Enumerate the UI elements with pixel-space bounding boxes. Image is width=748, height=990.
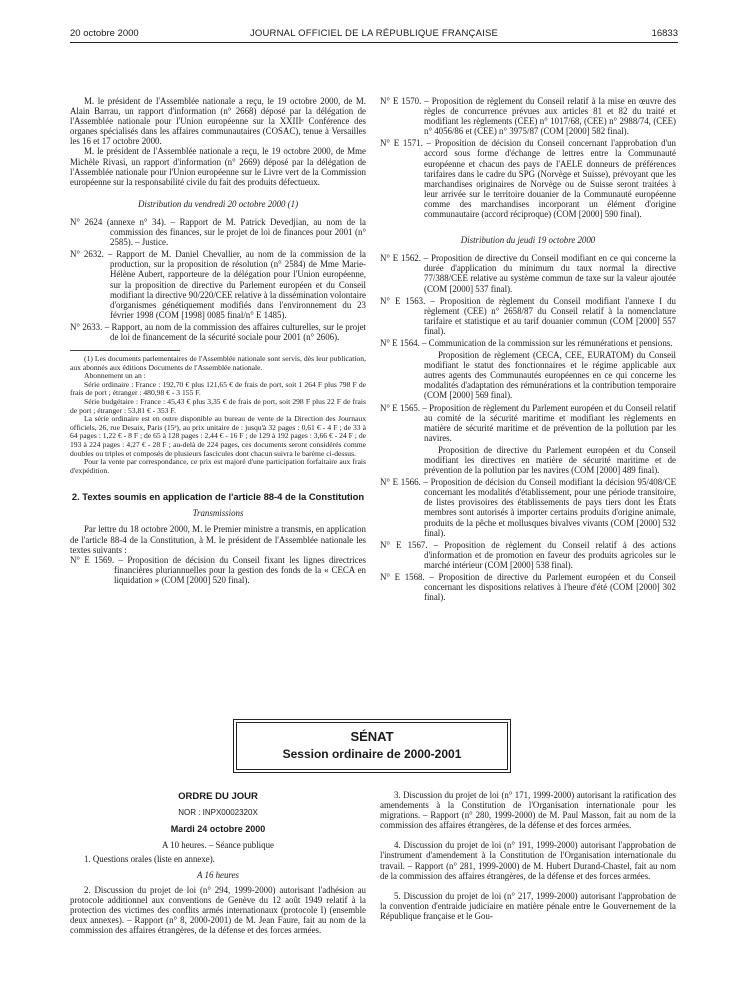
document-item: N° E 1570. – Proposition de règlement du Conseil relatif à la mise en œuvre des règles de concurrence prévues aux articles 81 et 82 du traité et modifiant les règlements (CEE) n° 1017/68, (CEE) n° 2988/74, (CEE) n° 4056/86 et (CEE) n° 3975/87 (COM [2000] 582 final). [380, 96, 676, 137]
ordre-du-jour-title: ORDRE DU JOUR [178, 791, 258, 802]
document-item-continuation: Proposition de directive du Parlement européen et du Conseil modifiant les directives en matière de sécurité maritime et de prévention de la pollution par les navires (COM [2000] 489 final). [424, 444, 676, 476]
ordre-du-jour-right [380, 790, 676, 931]
footnote-text: Série ordinaire : France : 192,70 € plus 121,65 € de frais de port, soit 1 264 F plus 798 F de frais de port ; étranger : 480,98 € - 3 155 F. [70, 379, 366, 398]
session-date: Mardi 24 octobre 2000 [170, 824, 266, 835]
document-item: N° E 1567. – Proposition de règlement du Conseil relatif à des actions d'information et de promotion en faveur des produits agricoles sur le marché intérieur (COM [2000] 538 final). [380, 539, 676, 570]
senat-title-box [236, 722, 508, 770]
document-item: N° E 1568. – Proposition de directive du Parlement européen et du Conseil concernant les dispositions relatives à l'heure d'été (COM [2000] 302 final). [380, 572, 676, 603]
footnote-text: La série ordinaire est en outre disponible au bureau de vente de la Direction des Journaux officiels, 26, rue Desaix, Paris (15ᵉ), au prix unitaire de : jusqu'à 32 pages : 0,61 € - 4 F ; de 33 à 64 pages : 1,22 € - 8 F ; de 65 à 128 pages : 2,44 € - 16 F ; de 129 à 192 pages : 3,66 € - 24 F ; de 193 à 224 pages : 4,27 € - 28 F ; au-delà de 224 pages, ces documents seront considérés comme doubles ou triples et composés de plusieurs fascicules dont chacun suivra le barème ci-dessus. [70, 414, 366, 458]
paragraph: M. le président de l'Assemblée nationale a reçu, le 19 octobre 2000, de Mme Michèle Rivasi, un rapport d'information (n° 2669) déposé par la délégation de l'Assemblée nationale pour l'Union européenne sur le Livre vert de la Commission européenne sur la responsabilité civile du fait des produits défectueux. [70, 146, 366, 187]
page-header [70, 28, 678, 42]
agenda-item: 1. Questions orales (liste en annexe). [84, 854, 215, 865]
header-page-number: 16833 [651, 28, 678, 39]
document-item: N° E 1569. – Proposition de décision du Conseil fixant les lignes directrices financières pluriannuelles pour la gestion des fonds de la « CECA en liquidation » (COM [2000] 520 final). [70, 554, 366, 585]
header-journal-title: JOURNAL OFFICIEL DE LA RÉPUBLIQUE FRANÇAISE [249, 28, 499, 39]
agenda-item: 4. Discussion du projet de loi (n° 191, 1999-2000) autorisant l'approbation de l'instrument d'amendement à la Constitution de l'Organisation internationale du travail. – Rapport (n° 281, 1999-2000) de M. Hubert Durand-Chastel, fait au nom de la commission des affaires étrangères, de la défense et des forces armées. [380, 840, 676, 881]
agenda-item: 5. Discussion du projet de loi (n° 217, 1999-2000) autorisant l'approbation de la convention d'entraide judiciaire en matière pénale entre le Gouvernement de la République française et le Gou- [380, 890, 676, 921]
document-item: N° E 1565. – Proposition de règlement du Parlement européen et du Conseil relatif au comité de la sécurité maritime et modifiant les règlements en matière de sécurité maritime et de prévention de la pollution par les navires. [380, 402, 676, 443]
document-item: N° 2632. – Rapport de M. Daniel Chevallier, au nom de la commission de la production, sur la proposition de résolution (n° 2584) de Mme Marie-Hélène Aubert, rapporteure de la délégation pour l'Union européenne, sur la proposition de directive du Parlement européen et du Conseil modifiant la directive 90/220/CEE relative à la dissémination volontaire d'organismes génétiquement modifiés dans l'environnement du 23 février 1998 (COM [1998] 0085 final/n° E 1485). [70, 249, 366, 320]
paragraph: Par lettre du 18 octobre 2000, M. le Premier ministre a transmis, en application de l'article 88-4 de la Constitution, à M. le président de l'Assemblée nationale les textes suivants : [70, 524, 366, 555]
distribution-heading: Distribution du jeudi 19 octobre 2000 [460, 235, 596, 246]
footnote-rule [70, 350, 180, 351]
agenda-item: 3. Discussion du projet de loi (n° 171, 1999-2000) autorisant la ratification des amendements à la Constitution de l'Organisation internationale pour les migrations. – Rapport (n° 280, 1999-2000) de M. Paul Masson, fait au nom de la commission des affaires étrangères, de la défense et des forces armées. [380, 790, 676, 831]
nor-reference: NOR : INPX0002320X [178, 808, 258, 818]
section-subheading: Transmissions [192, 508, 244, 519]
document-item: N° 2633. – Rapport, au nom de la commission des affaires culturelles, sur le projet de loi de financement de la sécurité sociale pour 2001 (n° 2606). [70, 321, 366, 342]
document-item: N° E 1562. – Proposition de directive du Conseil modifiant en ce qui concerne la durée d'application du minimum du taux normal la directive 77/388/CEE relative au système commun de taxe sur la valeur ajoutée (COM [2000] 537 final). [380, 253, 676, 294]
header-rule [70, 42, 678, 43]
session-time: A 10 heures. – Séance publique [162, 840, 274, 851]
footnote-text: (1) Les documents parlementaires de l'Assemblée nationale sont servis, dès leur publication, aux abonnés aux éditions Documents de l'Assemblée nationale. [70, 354, 366, 372]
header-date: 20 octobre 2000 [70, 28, 139, 39]
document-item-continuation: Proposition de règlement (CECA, CEE, EURATOM) du Conseil modifiant le statut des fonctionnaires et le régime applicable aux autres agents des Communautés européennes en ce qui concerne les modalités d'adaptation des rémunérations et la contribution temporaire (COM [2000] 569 final). [424, 350, 676, 401]
left-column [70, 96, 366, 587]
paragraph: M. le président de l'Assemblée nationale a reçu, le 19 octobre 2000, de M. Alain Barrau, un rapport d'information (n° 2668) déposé par la délégation de l'Assemblée nationale pour l'Union européenne sur la XXIIIᵉ Conférence des organes spécialisés dans les affaires communautaires (COSAC), tenue à Versailles les 16 et 17 octobre 2000. [70, 96, 366, 147]
document-item: N° E 1564. – Communication de la commission sur les rémunérations et pensions. [380, 337, 673, 348]
senat-title: SÉNAT [350, 729, 394, 744]
senat-subtitle: Session ordinaire de 2000-2001 [282, 747, 462, 761]
footnote-text: Pour la vente par correspondance, ce prix est majoré d'une participation forfaitaire aux frais d'expédition. [70, 457, 366, 475]
session-time: A 16 heures [197, 870, 239, 881]
document-item: N° E 1563. – Proposition de règlement du Conseil modifiant l'annexe I du règlement (CEE) n° 2658/87 du Conseil relatif à la nomenclature tarifaire et statistique et au tarif douanier commun (COM [2000] 557 final). [380, 295, 676, 336]
agenda-item: 2. Discussion du projet de loi (n° 294, 1999-2000) autorisant l'adhésion au protocole additionnel aux conventions de Genève du 12 août 1949 relatif à la protection des victimes des conflits armés internationaux (protocole I) (ensemble deux annexes). – Rapport (n° 8, 2000-2001) de M. Jean Faure, fait au nom de la commission des affaires étrangères, de la défense et des forces armées. [70, 884, 366, 935]
section-heading: 2. Textes soumis en application de l'article 88-4 de la Constitution [71, 491, 365, 503]
right-column [380, 96, 676, 604]
document-item: N° E 1571. – Proposition de décision du Conseil concernant l'approbation d'un accord sous forme d'échange de lettres entre la Communauté européenne et chacun des pays de l'AELE donneurs de préférences tarifaires dans le cadre du SPG (Norvège et Suisse), prévoyant que les marchandises originaires de Norvège ou de Suisse seront traitées à leur arrivée sur le territoire douanier de la Communauté européenne comme des marchandises incorporant un élément d'origine communautaire (accord réciproque) (COM [2000] 590 final). [380, 138, 676, 220]
distribution-heading: Distribution du vendredi 20 octobre 2000 (1) [137, 198, 299, 209]
footnote [70, 355, 366, 475]
document-item: N° 2624 (annexe n° 34). – Rapport de M. Patrick Devedjian, au nom de la commission des finances, sur le projet de loi de finances pour 2001 (n° 2585). – Justice. [70, 216, 366, 248]
footnote-text: Série budgétaire : France : 45,43 € plus 3,35 € de frais de port, soit 298 F plus 22 F de frais de port ; étranger : 53,81 € - 353 F. [70, 397, 366, 415]
ordre-du-jour-left [70, 790, 366, 935]
footnote-text: Abonnement un an : [84, 371, 146, 381]
document-item: N° E 1566. – Proposition de décision du Conseil modifiant la décision 95/408/CE concernant les modalités d'établissement, pour une période transitoire, de listes provisoires des établissements de pays tiers dont les États membres sont autorisés à importer certains produits d'origine animale, produits de la pêche et mollusques bivalves vivants (COM [2000] 532 final). [380, 477, 676, 538]
